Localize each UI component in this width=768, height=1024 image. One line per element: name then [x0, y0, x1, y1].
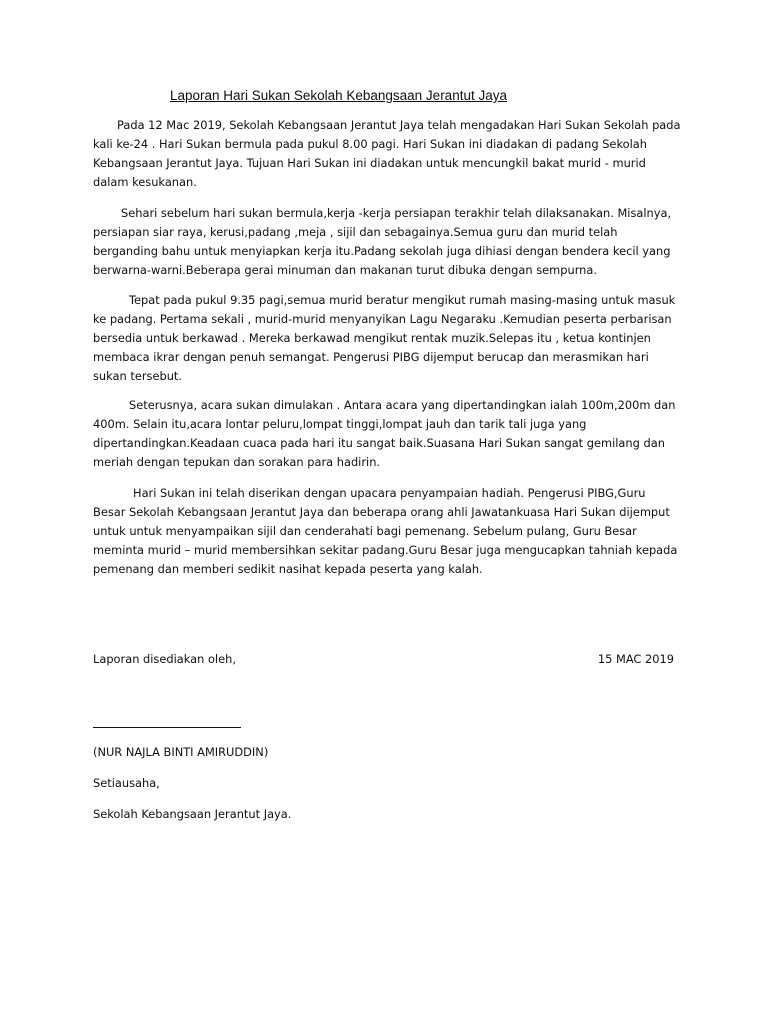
paragraph-opening: Tepat pada pukul 9.35 pagi,semua murid beratur mengikut rumah masing-masing untuk masuk ke padang. Pertama sekali , murid-murid menyanyikan Lagu Negaraku .Kemudian peserta perbarisan bersedia untuk berkawad . Mereka berkawad mengikut rentak muzik.Selepas itu , ketua kontinjen membaca ikrar dengan penuh semangat. Pengerusi PIBG dijemput berucap dan merasmikan hari sukan tersebut. — [93, 293, 676, 383]
paragraph-events: Seterusnya, acara sukan dimulakan . Antara acara yang dipertandingkan ialah 100m,200m dan 400m. Selain itu,acara lontar peluru,lompat tinggi,lompat jauh dan tarik tali juga yang dipertandingkan.Keadaan cuaca pada hari itu sangat baik.Suasana Hari Sukan sangat gemilang dan meriah dengan tepukan dan sorakan para hadirin. — [93, 398, 676, 469]
prepared-by-label: Laporan disediakan oleh, — [93, 652, 236, 666]
report-date: 15 MAC 2019 — [597, 652, 674, 666]
signatory-name: (NUR NAJLA BINTI AMIRUDDIN) — [93, 745, 269, 759]
signatory-school: Sekolah Kebangsaan Jerantut Jaya. — [93, 807, 292, 821]
paragraph-preparation: Sehari sebelum hari sukan bermula,kerja -kerja persiapan terakhir telah dilaksanakan. Misalnya, persiapan siar raya, kerusi,padang ,meja , sijil dan sebagainya.Semua guru dan murid telah berganding bahu untuk menyiapkan kerja itu.Padang sekolah juga dihiasi dengan bendera kecil yang berwarna-warni.Beberapa gerai minuman dan makanan turut dibuka dengan sempurna. — [93, 206, 672, 277]
signature-line — [93, 727, 241, 728]
paragraph-closing: Hari Sukan ini telah diserikan dengan upacara penyampaian hadiah. Pengerusi PIBG,Guru Besar Sekolah Kebangsaan Jerantut Jaya dan beberapa orang ahli Jawatankuasa Hari Sukan dijemput untuk untuk menyampaikan sijil dan cenderahati bagi pemenang. Sebelum pulang, Guru Besar meminta murid – murid membersihkan sekitar padang.Guru Besar juga mengucapkan tahniah kepada pemenang dan memberi sedikit nasihat kepada peserta yang kalah. — [93, 486, 678, 576]
paragraph-intro: Pada 12 Mac 2019, Sekolah Kebangsaan Jerantut Jaya telah mengadakan Hari Sukan Sekolah pada kali ke-24 . Hari Sukan bermula pada pukul 8.00 pagi. Hari Sukan ini diadakan di padang Sekolah Kebangsaan Jerantut Jaya. Tujuan Hari Sukan ini diadakan untuk mencungkil bakat murid - murid dalam kesukanan. — [93, 118, 681, 189]
report-title: Laporan Hari Sukan Sekolah Kebangsaan Jerantut Jaya — [170, 88, 507, 103]
signatory-role: Setiausaha, — [93, 776, 160, 790]
